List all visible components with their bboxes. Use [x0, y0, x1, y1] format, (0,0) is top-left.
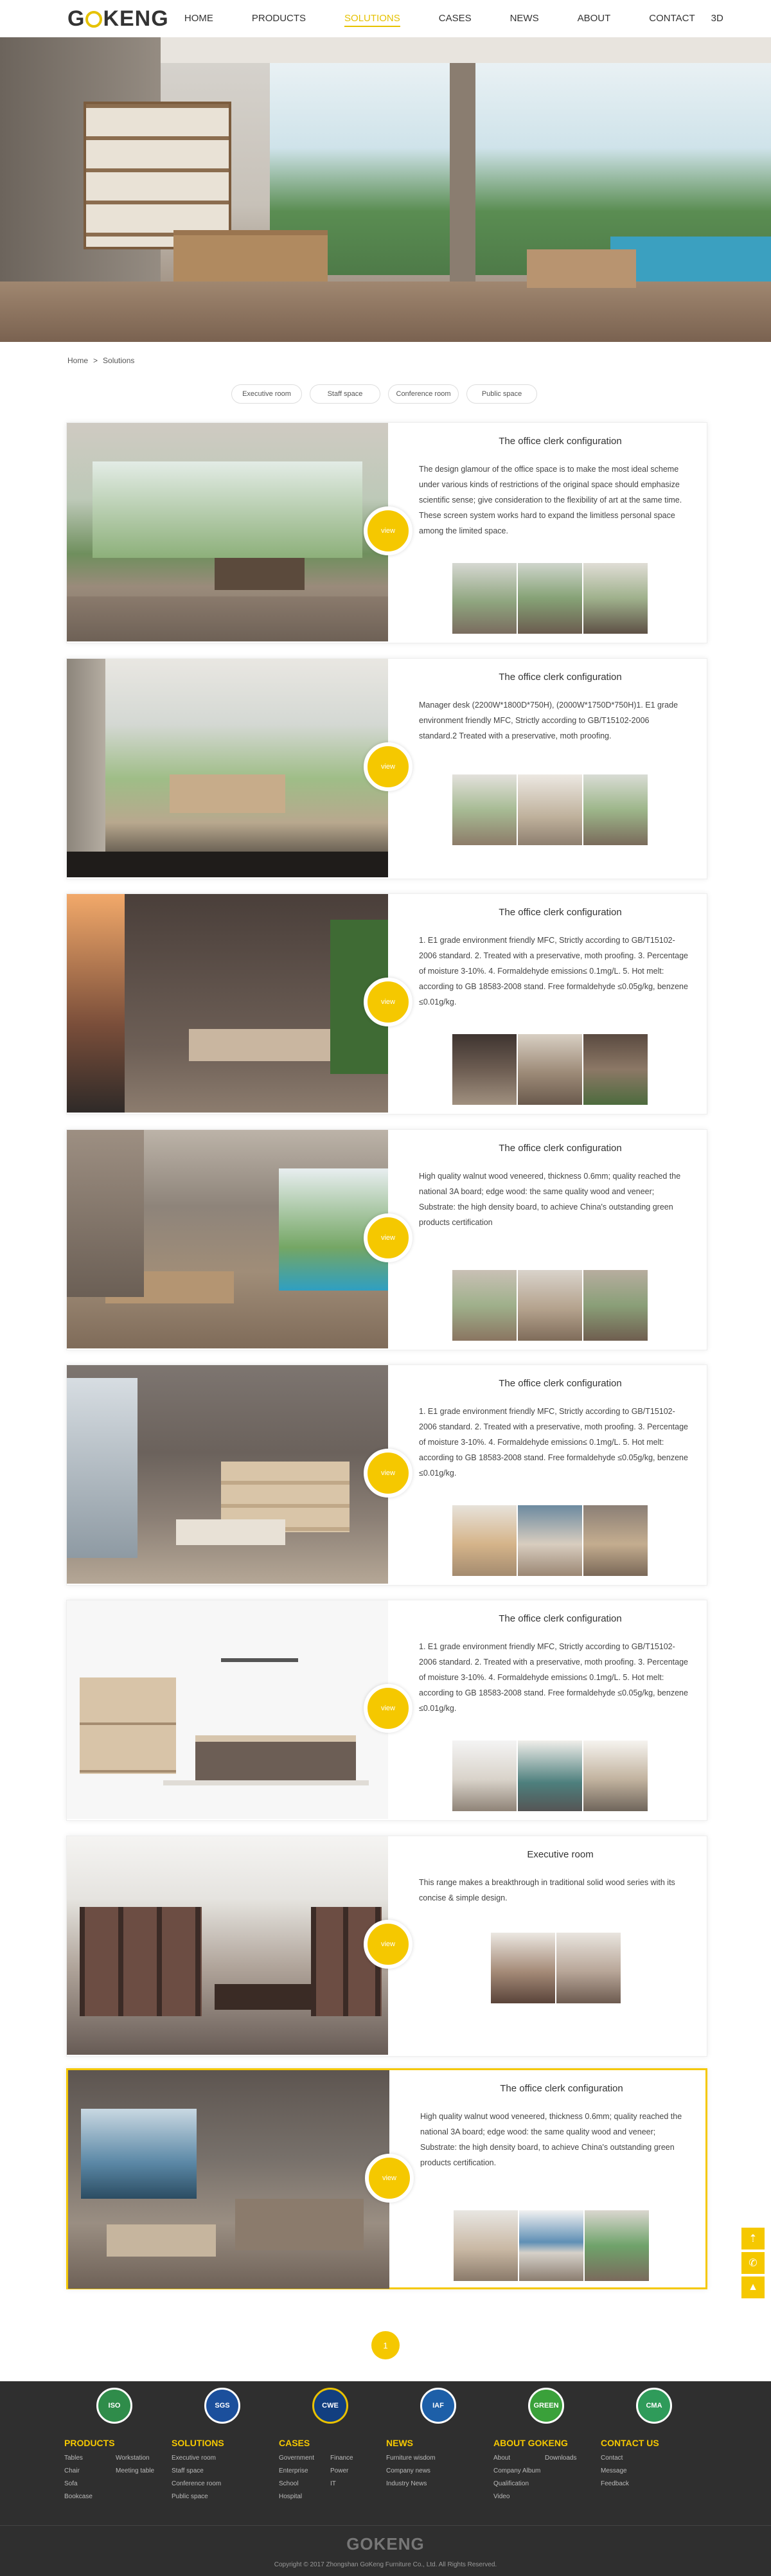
footer-link[interactable]: Company news [386, 2467, 430, 2474]
footer-link[interactable]: About [493, 2455, 511, 2462]
footer-heading[interactable]: SOLUTIONS [172, 2438, 224, 2448]
cert-badge: SGS [204, 2388, 240, 2424]
solution-card[interactable] [66, 1364, 707, 1586]
nav-contact[interactable]: CONTACT [649, 13, 695, 24]
nav-home[interactable]: HOME [184, 13, 213, 24]
thumbnail-image[interactable] [452, 1505, 517, 1576]
breadcrumb-current: Solutions [103, 356, 135, 365]
thumbnail-image[interactable] [452, 1740, 517, 1811]
cert-badge: ISO [96, 2388, 132, 2424]
card-description: High quality walnut wood veneered, thickness 0.6mm; quality reached the national 3A board; edge wood: the same quality wood and veneer; Substrate: the high density board, to achieve China's outstanding green products certification [419, 1172, 681, 1227]
thumbnail-image[interactable] [583, 1270, 648, 1341]
card-description: High quality walnut wood veneered, thickness 0.6mm; quality reached the national 3A board; edge wood: the same quality wood and veneer; Substrate: the high density board, to achieve China's outstanding green products certification. [420, 2112, 682, 2167]
view-button[interactable]: view [364, 978, 412, 1026]
view-button[interactable]: view [364, 1920, 412, 1969]
footer-col-solutions [172, 2438, 279, 2500]
solution-photo[interactable] [67, 894, 388, 1113]
card-title: Executive room [527, 1849, 594, 1860]
solution-card[interactable] [66, 422, 707, 643]
thumbnail-row [452, 1740, 648, 1811]
thumbnail-image[interactable] [452, 1034, 517, 1105]
solution-card[interactable] [66, 1836, 707, 2057]
nav-solutions[interactable]: SOLUTIONS [344, 0, 400, 37]
footer-heading[interactable]: NEWS [386, 2438, 413, 2448]
thumbnail-image[interactable] [518, 1740, 582, 1811]
card-description: The design glamour of the office space is to make the most ideal scheme under various kinds of restrictions of the original space should emphasize scientific sense; give consideration to the flexibility of art at the same time. These screen system works hard to expand the limitless personal space among the limited space. [419, 465, 682, 535]
view-button[interactable]: view [365, 2154, 414, 2203]
solution-photo[interactable] [67, 423, 388, 641]
card-description: 1. E1 grade environment friendly MFC, Strictly according to GB/T15102-2006 standard. 2. Treated with a preservative, moth proofing. 3. Percentage of moisture 3-10%. 4. Formaldehyde emission≤ 0.1mg/L. 5. Hot melt: according to GB 18583-2008 stand. Free formaldehyde ≤0.05g/kg, benzene ≤0.01g/kg. [419, 1407, 689, 1478]
footer-link[interactable]: Furniture wisdom [386, 2455, 436, 2462]
footer-link[interactable]: School [279, 2480, 299, 2487]
solution-photo[interactable] [67, 1600, 388, 1819]
nav-3d-showroom[interactable]: 3D [711, 13, 723, 24]
footer-link[interactable]: Public space [172, 2493, 208, 2500]
view-button[interactable]: view [364, 1449, 412, 1498]
copyright-text: Copyright © 2017 Zhongshan GoKeng Furniture Co., Ltd. All Rights Reserved. [274, 2561, 497, 2568]
thumbnail-image[interactable] [519, 2210, 583, 2281]
card-title: The office clerk configuration [499, 672, 622, 683]
footer-link[interactable]: Downloads [545, 2455, 577, 2462]
view-button[interactable]: view [364, 506, 412, 555]
footer-link[interactable]: Qualification [493, 2480, 529, 2487]
solution-card[interactable] [66, 1600, 707, 1821]
footer-link[interactable]: Meeting table [116, 2467, 155, 2474]
footer-link[interactable]: Conference room [172, 2480, 222, 2487]
view-button[interactable]: view [364, 742, 412, 791]
filter-conference-room[interactable]: Conference room [388, 384, 459, 404]
site-header [0, 0, 771, 37]
solution-card[interactable] [66, 1129, 707, 1350]
solution-photo[interactable] [67, 659, 388, 877]
footer-link[interactable]: Sofa [64, 2480, 78, 2487]
site-logo[interactable]: G KENG [67, 6, 169, 31]
thumbnail-image[interactable] [556, 1933, 621, 2003]
solution-photo[interactable] [68, 2070, 389, 2289]
footer-col-products [64, 2438, 172, 2500]
thumbnail-image[interactable] [452, 774, 517, 845]
footer-link[interactable]: Executive room [172, 2455, 216, 2462]
thumbnail-image[interactable] [583, 1505, 648, 1576]
category-filter [231, 384, 537, 404]
footer-link[interactable]: Company Album [493, 2467, 541, 2474]
footer-link[interactable]: Government [279, 2455, 315, 2462]
hero-banner-image [0, 37, 771, 342]
card-title: The office clerk configuration [499, 1613, 622, 1624]
thumbnail-image[interactable] [452, 1270, 517, 1341]
solution-photo[interactable] [67, 1836, 388, 2055]
card-title: The office clerk configuration [499, 907, 622, 918]
footer-link[interactable]: Video [493, 2493, 510, 2500]
footer-link[interactable]: Workstation [116, 2455, 150, 2462]
breadcrumb-separator: > [93, 356, 98, 365]
solution-card[interactable] [66, 658, 707, 879]
main-nav [184, 0, 771, 37]
consult-icon[interactable]: ⇡ [741, 2228, 765, 2250]
footer-col-about [493, 2438, 601, 2500]
filter-public-space[interactable]: Public space [466, 384, 537, 404]
thumbnail-row [452, 1270, 648, 1341]
footer-link[interactable]: Finance [330, 2455, 353, 2462]
footer-columns [64, 2438, 708, 2500]
footer-heading[interactable]: PRODUCTS [64, 2438, 115, 2448]
footer-link[interactable]: Staff space [172, 2467, 204, 2474]
footer-link[interactable]: IT [330, 2480, 336, 2487]
thumbnail-image[interactable] [491, 1933, 555, 2003]
footer-link[interactable]: Feedback [601, 2480, 629, 2487]
footer-link[interactable]: Hospital [279, 2493, 303, 2500]
footer-link[interactable]: Industry News [386, 2480, 427, 2487]
footer-heading[interactable]: CONTACT US [601, 2438, 659, 2448]
card-title: The office clerk configuration [499, 1378, 622, 1389]
card-title: The office clerk configuration [500, 2083, 623, 2094]
back-to-top-icon[interactable]: ▲ [741, 2276, 765, 2298]
footer-link[interactable]: Enterprise [279, 2467, 308, 2474]
view-button[interactable]: view [364, 1213, 412, 1262]
card-title: The office clerk configuration [499, 1143, 622, 1154]
nav-news[interactable]: NEWS [510, 13, 539, 24]
site-footer [0, 2381, 771, 2576]
footer-link[interactable]: Bookcase [64, 2493, 93, 2500]
footer-col-cases [279, 2438, 386, 2500]
thumbnail-image[interactable] [583, 774, 648, 845]
breadcrumb-home[interactable]: Home [67, 356, 89, 365]
footer-col-contact [601, 2438, 708, 2500]
cert-badge: IAF [420, 2388, 456, 2424]
card-description: Manager desk (2200W*1800D*750H), (2000W*1750D*750H)1. E1 grade environment friendly MFC, Strictly according to GB/T15102-2006 standard.2 Treated with a preservative, moth proofing. [419, 701, 678, 740]
thumbnail-image[interactable] [518, 1270, 582, 1341]
footer-col-news [386, 2438, 493, 2500]
phone-icon[interactable]: ✆ [741, 2252, 765, 2274]
thumbnail-image[interactable] [583, 563, 648, 634]
card-description: This range makes a breakthrough in traditional solid wood series with its concise & simple design. [419, 1878, 675, 1902]
pagination-current-page[interactable]: 1 [371, 2331, 400, 2359]
solution-card[interactable] [66, 2068, 707, 2289]
footer-link[interactable]: Tables [64, 2455, 83, 2462]
filter-staff-space[interactable]: Staff space [310, 384, 380, 404]
side-toolbar [741, 2228, 765, 2298]
thumbnail-row [452, 563, 648, 634]
footer-divider [0, 2525, 771, 2526]
thumbnail-image[interactable] [518, 1034, 582, 1105]
thumbnail-image[interactable] [585, 2210, 649, 2281]
thumbnail-image[interactable] [452, 563, 517, 634]
footer-link[interactable]: Contact [601, 2455, 623, 2462]
solution-card[interactable] [66, 893, 707, 1114]
footer-heading[interactable]: CASES [279, 2438, 310, 2448]
footer-link[interactable]: Chair [64, 2467, 80, 2474]
nav-cases[interactable]: CASES [438, 13, 472, 24]
breadcrumb [67, 356, 134, 365]
thumbnail-row [452, 1505, 648, 1576]
thumbnail-image[interactable] [518, 774, 582, 845]
cert-badge: CWE [312, 2388, 348, 2424]
thumbnail-row [491, 1933, 621, 2003]
solution-photo[interactable] [67, 1130, 388, 1348]
nav-products[interactable]: PRODUCTS [251, 13, 306, 24]
card-description: 1. E1 grade environment friendly MFC, Strictly according to GB/T15102-2006 standard. 2. Treated with a preservative, moth proofing. 3. Percentage of moisture 3-10%. 4. Formaldehyde emission≤ 0.1mg/L. 5. Hot melt: according to GB 18583-2008 stand. Free formaldehyde ≤0.05g/kg, benzene ≤0.01g/kg. [419, 1642, 689, 1713]
footer-heading[interactable]: ABOUT GOKENG [493, 2438, 568, 2448]
certification-logos [96, 2388, 672, 2424]
footer-link[interactable]: Power [330, 2467, 349, 2474]
thumbnail-row [454, 2210, 649, 2281]
cert-badge: GREEN [528, 2388, 564, 2424]
thumbnail-image[interactable] [583, 1740, 648, 1811]
cert-badge: CMA [636, 2388, 672, 2424]
thumbnail-image[interactable] [583, 1034, 648, 1105]
thumbnail-image[interactable] [518, 1505, 582, 1576]
thumbnail-image[interactable] [518, 563, 582, 634]
view-button[interactable]: view [364, 1684, 412, 1733]
footer-link[interactable]: Message [601, 2467, 627, 2474]
nav-about[interactable]: ABOUT [577, 13, 611, 24]
footer-logo: GOKENG [346, 2534, 425, 2554]
thumbnail-row [452, 774, 648, 845]
card-description: 1. E1 grade environment friendly MFC, Strictly according to GB/T15102-2006 standard. 2. Treated with a preservative, moth proofing. 3. Percentage of moisture 3-10%. 4. Formaldehyde emission≤ 0.1mg/L. 5. Hot melt: according to GB 18583-2008 stand. Free formaldehyde ≤0.05g/kg, benzene ≤0.01g/kg. [419, 936, 689, 1006]
thumbnail-image[interactable] [454, 2210, 518, 2281]
card-title: The office clerk configuration [499, 436, 622, 447]
thumbnail-row [452, 1034, 648, 1105]
filter-executive-room[interactable]: Executive room [231, 384, 302, 404]
solution-photo[interactable] [67, 1365, 388, 1584]
footer-link[interactable] [116, 2480, 167, 2487]
